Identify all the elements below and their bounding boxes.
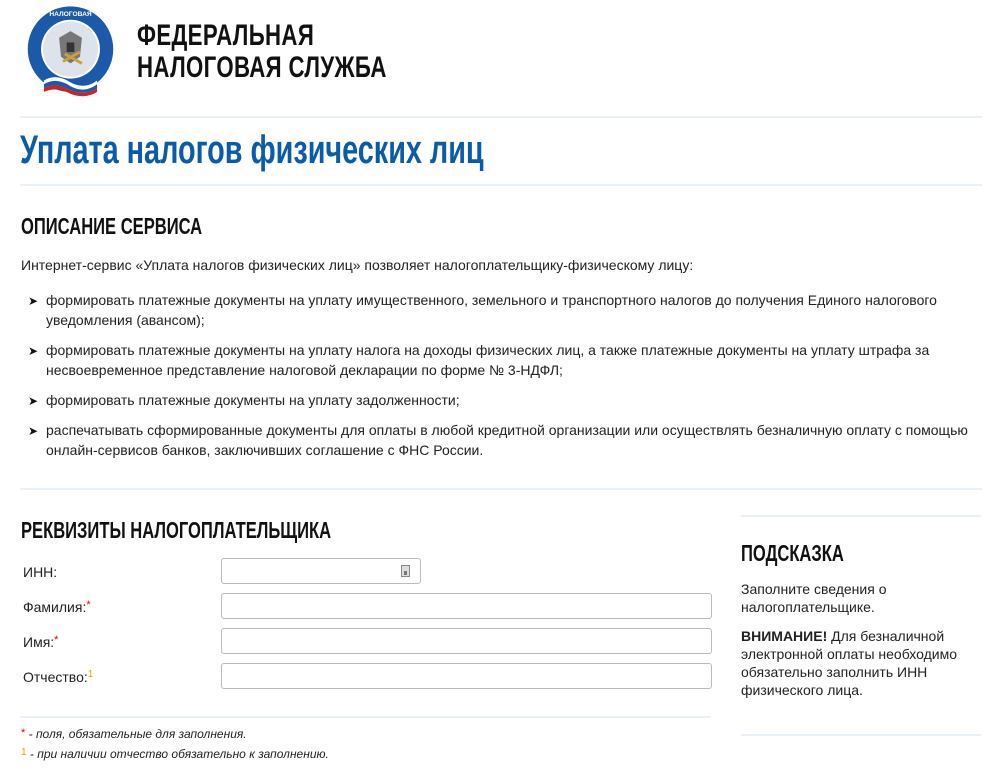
description-heading: ОПИСАНИЕ СЕРВИСА [21, 213, 203, 239]
required-marker: * [86, 599, 91, 611]
separator [741, 515, 981, 517]
hint-paragraph-1: Заполните сведения о налогоплательщике. [741, 581, 887, 615]
footnote-patronymic: $^1$ - при наличии отчество обязательно к заполнению. [21, 747, 329, 761]
patronymic-label: Отчество:$^1$ [23, 669, 94, 685]
arrow-right-icon: ➤ [28, 394, 39, 408]
hint-paragraph-2: ВНИМАНИЕ! Для безналичной электронной оплаты необходимо обязательно заполнить ИНН физического лица. [741, 628, 957, 698]
patronymic-input[interactable] [221, 663, 712, 689]
hint-heading: ПОДСКАЗКА [741, 540, 844, 566]
brand-line-2: НАЛОГОВАЯ СЛУЖБА [137, 51, 387, 84]
description-intro: Интернет-сервис «Уплата налогов физических лиц» позволяет налогоплательщику-физическому лицу: [21, 257, 694, 273]
arrow-right-icon: ➤ [28, 344, 39, 358]
separator [20, 488, 982, 490]
footnotes [21, 727, 329, 767]
list-item: ➤ формировать платежные документы на уплату задолженности; [28, 390, 968, 410]
list-item: ➤ формировать платежные документы на уплату имущественного, земельного и транспортного налогов до получения Единого налогового уведомления (авансом); [28, 292, 937, 328]
svg-text:НАЛОГОВАЯ: НАЛОГОВАЯ [49, 10, 92, 18]
form-heading: РЕКВИЗИТЫ НАЛОГОПЛАТЕЛЬЩИКА [21, 517, 332, 543]
fns-emblem-logo[interactable] [23, 3, 118, 101]
hint-text [741, 580, 981, 710]
page-title: Уплата налогов физических лиц [20, 128, 484, 172]
name-input[interactable] [221, 628, 712, 654]
list-item: ➤ формировать платежные документы на уплату налога на доходы физических лиц, а также платежные документы на уплату штрафа за несвоевременное представление налоговой декларации по форме № 3-НДФЛ; [28, 342, 930, 378]
attention-label: ВНИМАНИЕ! [741, 628, 828, 644]
site-header [20, 0, 982, 117]
brand-line-1: ФЕДЕРАЛЬНАЯ [137, 19, 315, 52]
optional-marker: 1 [87, 669, 94, 680]
surname-input[interactable] [221, 593, 712, 619]
id-card-icon[interactable] [401, 565, 410, 577]
surname-label: Фамилия:* [23, 599, 91, 615]
arrow-right-icon: ➤ [28, 294, 39, 308]
list-item: ➤ распечатывать сформированные документы для оплаты в любой кредитной организации или осуществлять безналичную оплату с помощью онлайн-сервисов банков, заключивших соглашение с ФНС России. [28, 422, 968, 458]
description-list [28, 290, 968, 470]
separator [20, 716, 711, 718]
arrow-right-icon: ➤ [28, 424, 39, 438]
separator [20, 116, 982, 118]
required-marker: * [54, 634, 59, 646]
separator [741, 734, 981, 736]
inn-label: ИНН: [23, 564, 58, 580]
name-label: Имя:* [23, 634, 59, 650]
brand-name [137, 20, 475, 84]
separator [20, 184, 982, 186]
footnote-required: * - поля, обязательные для заполнения. [21, 727, 247, 741]
inn-input[interactable] [221, 558, 421, 584]
